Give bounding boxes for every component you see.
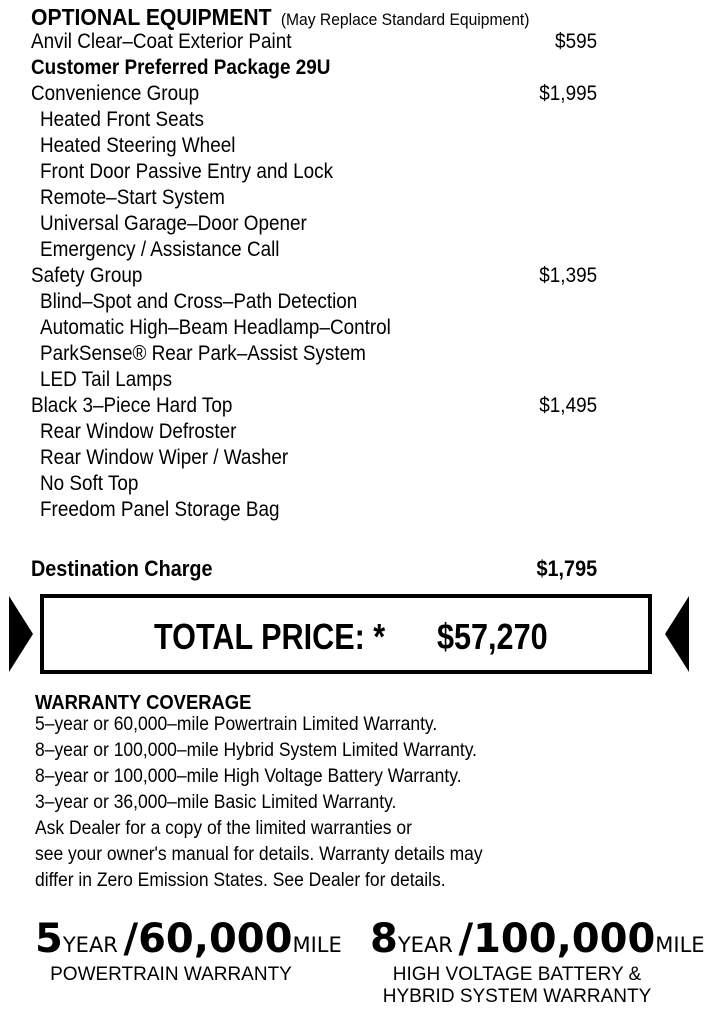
total-price-box — [40, 594, 652, 674]
battery-warranty-caption — [368, 964, 666, 1008]
equipment-label: LED Tail Lamps — [40, 368, 173, 391]
battery-warranty-badge — [370, 916, 705, 962]
caption-line: POWERTRAIN WARRANTY — [50, 964, 292, 985]
equipment-label: ParkSense® Rear Park–Assist System — [40, 342, 366, 365]
warranty-line: 3–year or 36,000–mile Basic Limited Warranty. — [35, 792, 397, 813]
equipment-label: Heated Front Seats — [40, 108, 204, 131]
warranty-line: 8–year or 100,000–mile High Voltage Battery Warranty. — [35, 766, 462, 787]
equipment-label: Rear Window Wiper / Washer — [40, 446, 289, 469]
warranty-line: see your owner's manual for details. Warranty details may — [35, 844, 483, 865]
badge-miles: 60,000 — [138, 916, 293, 962]
equipment-label: Black 3–Piece Hard Top — [31, 394, 233, 417]
equipment-label: Emergency / Assistance Call — [40, 238, 280, 261]
equipment-label: Anvil Clear–Coat Exterior Paint — [31, 30, 292, 53]
caption-line: HYBRID SYSTEM WARRANTY — [382, 986, 652, 1007]
equipment-label: Heated Steering Wheel — [40, 134, 236, 157]
equipment-label: Convenience Group — [31, 82, 200, 105]
equipment-label: No Soft Top — [40, 472, 139, 495]
caption-line: HIGH VOLTAGE BATTERY & — [392, 964, 642, 985]
equipment-label: Universal Garage–Door Opener — [40, 212, 307, 235]
powertrain-warranty-badge — [35, 916, 342, 962]
total-price-value: $57,270 — [437, 616, 548, 657]
optional-equipment-note: (May Replace Standard Equipment) — [280, 10, 530, 29]
destination-charge-price: $1,795 — [536, 556, 598, 581]
equipment-price: $595 — [555, 30, 598, 53]
total-price-label: TOTAL PRICE: * — [154, 616, 386, 657]
optional-equipment-heading: OPTIONAL EQUIPMENT — [31, 4, 272, 30]
badge-years: 5 — [35, 916, 63, 962]
equipment-label: Front Door Passive Entry and Lock — [40, 160, 334, 183]
left-pointer-icon — [9, 596, 33, 672]
badge-slash: / — [123, 916, 139, 962]
powertrain-warranty-caption — [37, 964, 305, 986]
warranty-line: 5–year or 60,000–mile Powertrain Limited Warranty. — [35, 714, 438, 735]
badge-mile-unit: MILE — [292, 933, 342, 957]
badge-years: 8 — [370, 916, 398, 962]
badge-mile-unit: MILE — [655, 933, 705, 957]
warranty-line: Ask Dealer for a copy of the limited warranties or — [35, 818, 412, 839]
badge-slash: / — [458, 916, 474, 962]
equipment-price: $1,395 — [539, 264, 598, 287]
warranty-line: 8–year or 100,000–mile Hybrid System Limited Warranty. — [35, 740, 478, 761]
equipment-price: $1,495 — [539, 394, 598, 417]
badge-year-unit: YEAR — [62, 933, 118, 957]
destination-charge-label: Destination Charge — [31, 556, 213, 581]
equipment-label: Freedom Panel Storage Bag — [40, 498, 280, 521]
warranty-line: differ in Zero Emission States. See Dealer for details. — [35, 870, 446, 891]
equipment-label: Rear Window Defroster — [40, 420, 237, 443]
equipment-label: Remote–Start System — [40, 186, 225, 209]
equipment-label: Customer Preferred Package 29U — [31, 56, 331, 79]
badge-miles: 100,000 — [473, 916, 656, 962]
equipment-label: Blind–Spot and Cross–Path Detection — [40, 290, 358, 313]
badge-year-unit: YEAR — [397, 933, 453, 957]
optional-equipment-header — [31, 4, 529, 31]
equipment-price: $1,995 — [539, 82, 598, 105]
equipment-label: Safety Group — [31, 264, 143, 287]
equipment-label: Automatic High–Beam Headlamp–Control — [40, 316, 391, 339]
right-pointer-icon — [665, 596, 689, 672]
warranty-heading: WARRANTY COVERAGE — [35, 692, 252, 714]
